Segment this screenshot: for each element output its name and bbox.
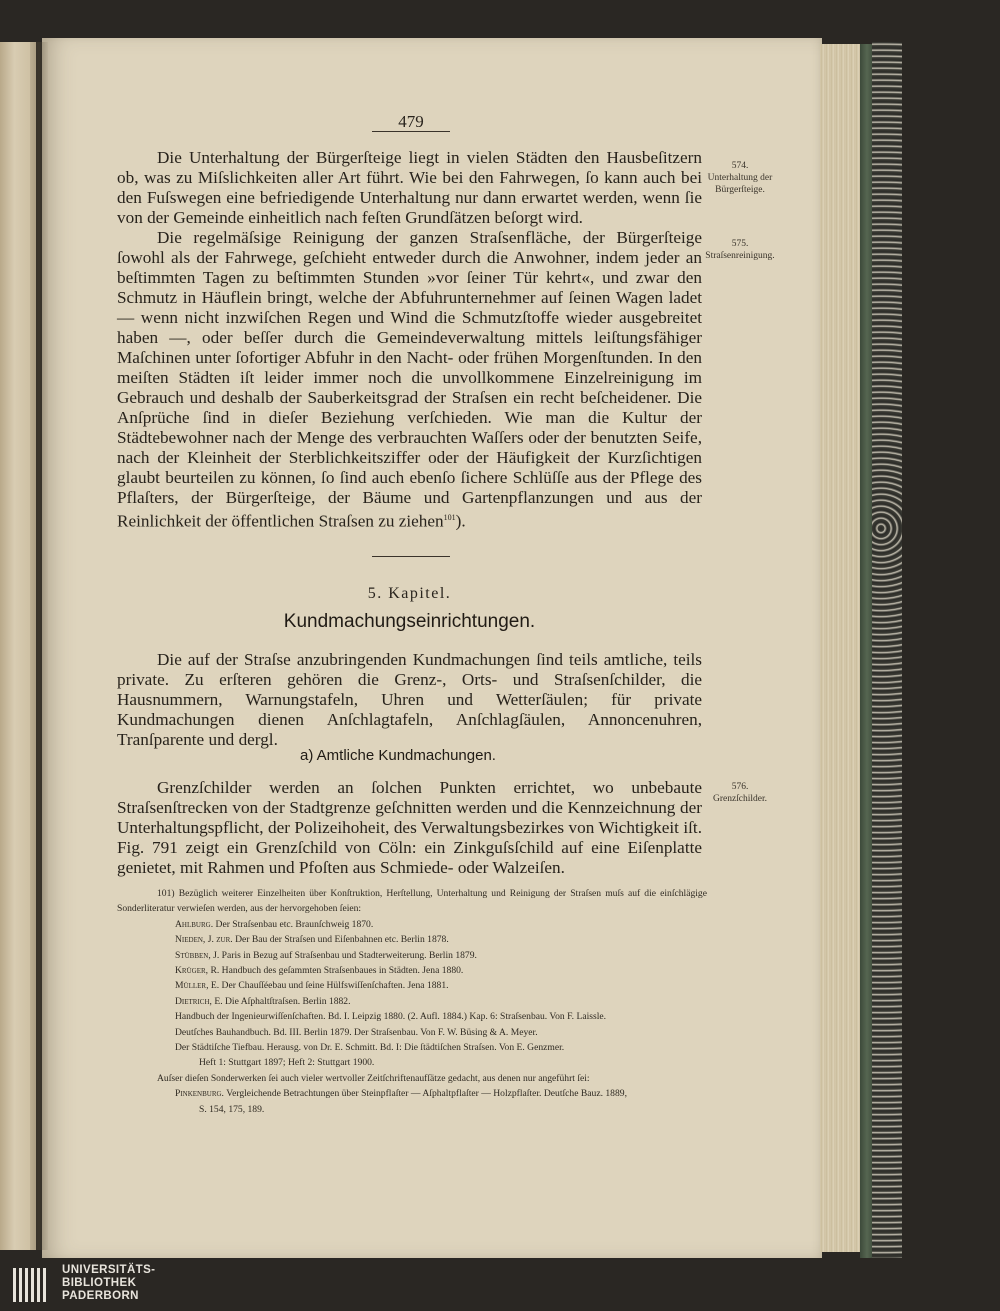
paragraph: Die auf der Straſse anzubringenden Kundmachungen ſind teils amtliche, teils private. Zu erſteren gehören die Grenz-, Orts- und Straſsenſchilder, die Hausnummern, Warnungstafeln, Uhren und Wetterſäulen; für private Kundmachungen dienen Anſchlagtafeln, Anſchlagſäulen, Annoncenuhren, Tranſparente und dergl. <box>117 650 702 749</box>
chapter-number: 5. Kapitel. <box>367 585 452 602</box>
margin-note-text: Straſsenreinigung. <box>705 251 775 261</box>
gutter-shadow <box>30 42 48 1250</box>
chapter-intro <box>117 650 702 750</box>
library-logo <box>0 1258 180 1311</box>
page-number: 479 <box>398 112 424 131</box>
margin-note-number: 575. <box>731 239 749 249</box>
reference-text: Vergleichende Betrachtungen über Steinpflaſter — Aſphaltpflaſter — Holzpflaſter. Deutſche Bauz. 1889, <box>226 1088 627 1100</box>
margin-note-575 <box>705 238 775 262</box>
footnote-mark: 101) <box>157 888 175 899</box>
chapter-title: Kundmachungseinrichtungen. <box>283 611 536 632</box>
footnote-reference-line <box>117 994 707 1009</box>
section-heading: a) Amtliche Kundmachungen. <box>300 747 496 764</box>
page-number-rule <box>372 131 450 132</box>
footnote-reference: 101 <box>443 513 456 522</box>
margin-note-text: Grenzſchilder. <box>712 794 768 804</box>
reference-text: Der Straſsenbau etc. Braunſchweig 1870. <box>215 918 374 930</box>
footnote-reference-continuation: S. 154, 175, 189. <box>199 1103 265 1115</box>
paragraph: Die Unterhaltung der Bürgerſteige liegt in vielen Städten den Hausbeſitzern ob, was zu Miſslichkeiten aller Art führt. Wie bei den Fahrwegen, ſo kann auch bei den Fuſswegen eine befriedigende Unterhaltung nur dann erwartet werden, wenn ſie von der Gemeinde einheitlich nach feſten Grundſätzen beſorgt wird. <box>117 148 702 227</box>
margin-note-576 <box>705 781 775 805</box>
reference-author: Pinkenburg. <box>175 1088 224 1100</box>
library-logo-line: BIBLIOTHEK <box>62 1277 137 1289</box>
library-logo-line: PADERBORN <box>62 1290 139 1302</box>
library-logo-icon <box>10 1264 48 1306</box>
footnote-reference-continuation: Heft 1: Stuttgart 1897; Heft 2: Stuttgart 1900. <box>199 1057 375 1069</box>
margin-note-number: 576. <box>731 782 749 792</box>
reference-author: Dietrich, E. <box>175 995 223 1007</box>
paragraph <box>117 228 702 532</box>
marbled-cover <box>872 42 902 1258</box>
library-logo-text <box>62 1264 155 1303</box>
footnote-reference-line: Der Städtiſche Tiefbau. Herausg. von Dr. E. Schmitt. Bd. I: Die ſtädtiſchen Straſsen. Von E. Genzmer. <box>175 1042 565 1054</box>
footnote-reference-line <box>117 963 707 978</box>
footnote-reference-line <box>117 978 707 993</box>
footnote-reference-line: Deutſches Bauhandbuch. Bd. III. Berlin 1879. Der Straſsenbau. Von F. W. Büsing & A. Meyer. <box>175 1026 538 1038</box>
margin-note-number: 574. <box>731 161 749 171</box>
footnote-reference-line: Handbuch der Ingenieurwiſſenſchaften. Bd. I. Leipzig 1880. (2. Aufl. 1884.) Kap. 6: Straſsenbau. Von F. Laissle. <box>175 1011 607 1023</box>
margin-note-text: Unterhaltung der Bürgerſteige. <box>707 173 773 195</box>
section-body <box>117 778 702 878</box>
reference-text: Der Chauſſéebau und ſeine Hülfswiſſenſchaften. Jena 1881. <box>221 980 449 992</box>
footnote-intro <box>117 886 707 917</box>
reference-text: Handbuch des geſammten Straſsenbaues in Städten. Jena 1880. <box>221 965 464 977</box>
reference-author: Stübben, J. <box>175 949 220 961</box>
footnote-aux-intro: Auſser dieſen Sonderwerken ſei auch vieler wertvoller Zeitſchriftenaufſätze gedacht, aus denen nur angeführt ſei: <box>157 1072 590 1084</box>
footnote-reference-line <box>117 948 707 963</box>
reference-author: Ahlburg. <box>175 918 214 930</box>
body-text-top <box>117 148 702 532</box>
paragraph: Grenzſchilder werden an ſolchen Punkten errichtet, wo unbebaute Straſsenſtrecken von der Stadtgrenze geſchnitten werden und die Kennzeichnung der Unterhaltungspflicht, der Polizeihoheit, des Verwaltungsbezirkes von Wichtigkeit iſt. Fig. 791 zeigt ein Grenzſchild von Cöln: ein Zinkguſsſchild auf eine Eiſenplatte genietet, mit Rahmen und Pfoſten aus Schmiede- oder Walzeiſen. <box>117 778 702 877</box>
footnote-reference-line <box>117 932 707 947</box>
reference-author: Müller, E. <box>175 980 220 992</box>
reference-text: Paris in Bezug auf Straſsenbau und Stadterweiterung. Berlin 1879. <box>221 949 477 961</box>
reference-text: Der Bau der Straſsen und Eiſenbahnen etc. Berlin 1878. <box>235 934 449 946</box>
reference-author: Krüger, R. <box>175 965 220 977</box>
footnote-reference-line <box>117 917 707 932</box>
footnote-reference-line <box>117 1086 707 1101</box>
footnotes <box>117 886 707 1117</box>
footnote-intro-text: Bezüglich weiterer Einzelheiten über Konſtruktion, Herſtellung, Unterhaltung und Reinigung der Straſsen muſs auf die einſchlägige Sonderliteratur verwieſen werden, aus der hervorgehoben ſeien: <box>117 888 707 915</box>
footnote-reference-suffix: ). <box>455 511 466 531</box>
library-logo-line: UNIVERSITÄTS- <box>62 1264 156 1276</box>
paragraph-text: Die regelmäſsige Reinigung der ganzen Straſsenfläche, der Bürgerſteige ſowohl als der Fahrwege, geſchieht entweder durch die Anwohner, indem jeder an beſtimmten Tagen zu beſtimmten Stunden »vor ſeiner Tür kehrt«, und zwar den Schmutz in Häuflein bringt, welche der Abfuhrunternehmer auf ſeinen Wagen ladet — wenn nicht inzwiſchen Regen und Wind die Schmutzſtoffe wieder ausgebreitet haben —, oder beſſer durch die Gemeindeverwaltung mittels leiſtungsfähiger Maſchinen unter ſofortiger Abfuhr in den Nacht- oder frühen Morgenſtunden. In den meiſten Städten iſt leider immer noch die unvollkommene Einzelreinigung im Gebrauch und deshalb der Sauberkeitsgrad der Straſsen ein recht beſcheidener. Die Anſprüche ſind in dieſer Beziehung verſchieden. Wie man die Kultur der Städtebewohner nach der Menge des verbrauchten Waſſers oder der benutzten Seife, nach der Kleinheit der Sterblichkeitsziffer oder der Häufigkeit der Kurzſichtigen glaubt beurteilen zu können, ſo ſind auch ebenſo ſichere Schlüſſe aus der Pflege des Pflaſters, der Bürgerſteige, der Bäume und Gartenpflanzungen und aus der Reinlichkeit der öffentlichen Straſsen zu ziehen <box>117 228 702 531</box>
reference-text: Die Aſphaltſtraſsen. Berlin 1882. <box>225 995 351 1007</box>
margin-note-574 <box>705 160 775 196</box>
section-separator <box>372 556 450 557</box>
reference-author: Nieden, J. zur. <box>175 934 233 946</box>
